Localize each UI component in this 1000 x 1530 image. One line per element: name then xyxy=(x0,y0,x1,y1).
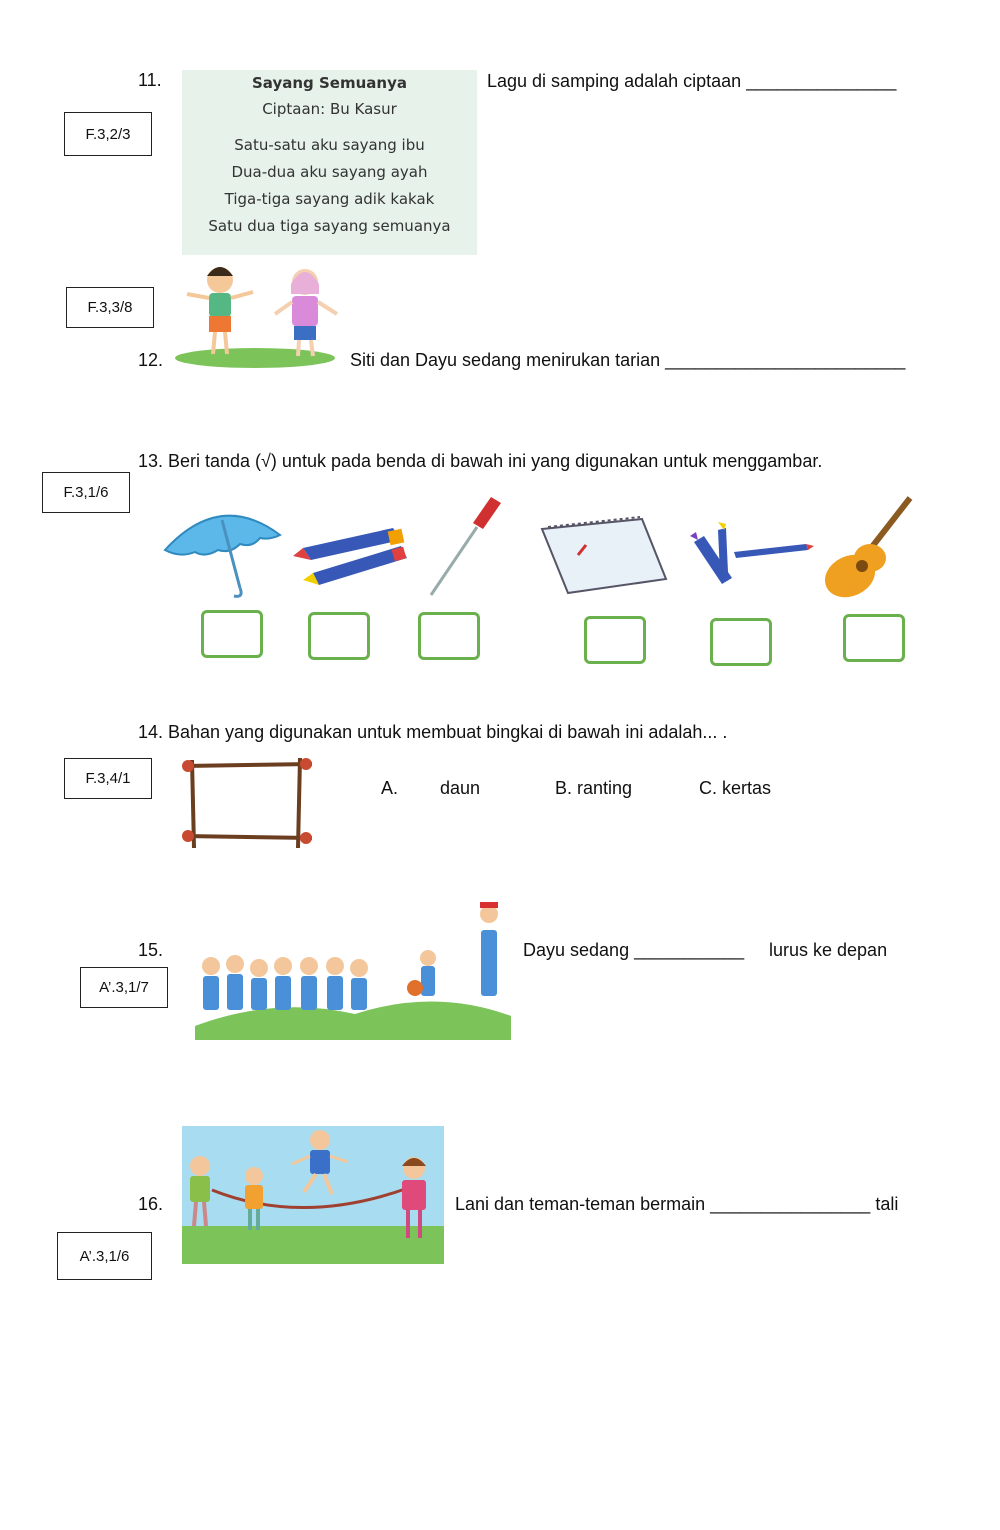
checkbox-pencils[interactable] xyxy=(710,618,772,666)
umbrella-icon xyxy=(160,500,285,600)
song-line: Satu-satu aku sayang ibu xyxy=(234,136,425,154)
q15-code: A’.3,1/7 xyxy=(80,967,168,1008)
sketchbook-icon xyxy=(538,515,670,595)
checkbox-screwdriver[interactable] xyxy=(418,612,480,660)
q12-number: 12. xyxy=(138,350,164,370)
q12-text: Siti dan Dayu sedang menirukan tarian ________________________ xyxy=(350,350,906,370)
q15-text-before: Dayu sedang ___________ xyxy=(523,940,745,960)
crayons-icon xyxy=(293,518,411,588)
option-a-text[interactable]: daun xyxy=(440,778,481,798)
q11-text: Lagu di samping adalah ciptaan _______________ xyxy=(487,71,897,91)
jump-rope-illustration xyxy=(182,1126,444,1264)
screwdriver-icon xyxy=(425,495,505,600)
q15-number: 15. xyxy=(138,940,164,960)
q14-text: Bahan yang digunakan untuk membuat bingkai di bawah ini adalah... . xyxy=(168,722,728,742)
option-c-text: kertas xyxy=(722,778,772,798)
twig-frame-illustration xyxy=(178,756,318,852)
option-b-letter: B. xyxy=(555,778,573,798)
q12-code: F.3,3/8 xyxy=(66,287,154,328)
line-up-illustration xyxy=(195,896,511,1040)
checkbox-crayons[interactable] xyxy=(308,612,370,660)
q16-text: Lani dan teman-teman bermain ________________ tali xyxy=(455,1194,899,1214)
option-c[interactable] xyxy=(699,778,771,799)
option-a-letter: A. xyxy=(381,778,399,798)
song-box xyxy=(182,70,477,255)
option-b[interactable] xyxy=(555,778,632,799)
guitar-icon xyxy=(820,492,920,600)
q13-number: 13. xyxy=(138,451,164,471)
q16-number: 16. xyxy=(138,1194,164,1214)
song-subtitle: Ciptaan: Bu Kasur xyxy=(262,100,397,118)
checkbox-sketchbook[interactable] xyxy=(584,616,646,664)
option-c-letter: C. xyxy=(699,778,717,798)
checkbox-umbrella[interactable] xyxy=(201,610,263,658)
q11-code: F.3,2/3 xyxy=(64,112,152,156)
dancing-girls-illustration xyxy=(165,258,345,370)
q16-code: A’.3,1/6 xyxy=(57,1232,152,1280)
option-b-text: ranting xyxy=(577,778,633,798)
checkbox-guitar[interactable] xyxy=(843,614,905,662)
q11-number: 11. xyxy=(138,70,162,90)
song-line: Dua-dua aku sayang ayah xyxy=(231,163,428,181)
q15-text-after: lurus ke depan xyxy=(769,940,888,960)
q14-number: 14. xyxy=(138,722,164,742)
q13-text: Beri tanda (√) untuk pada benda di bawah ini yang digunakan untuk menggambar. xyxy=(168,451,823,471)
song-line: Tiga-tiga sayang adik kakak xyxy=(224,190,435,208)
pencils-icon xyxy=(688,522,818,588)
song-line: Satu dua tiga sayang semuanya xyxy=(208,217,451,235)
q14-code: F.3,4/1 xyxy=(64,758,152,799)
q13-code: F.3,1/6 xyxy=(42,472,130,513)
song-title: Sayang Semuanya xyxy=(252,74,407,92)
